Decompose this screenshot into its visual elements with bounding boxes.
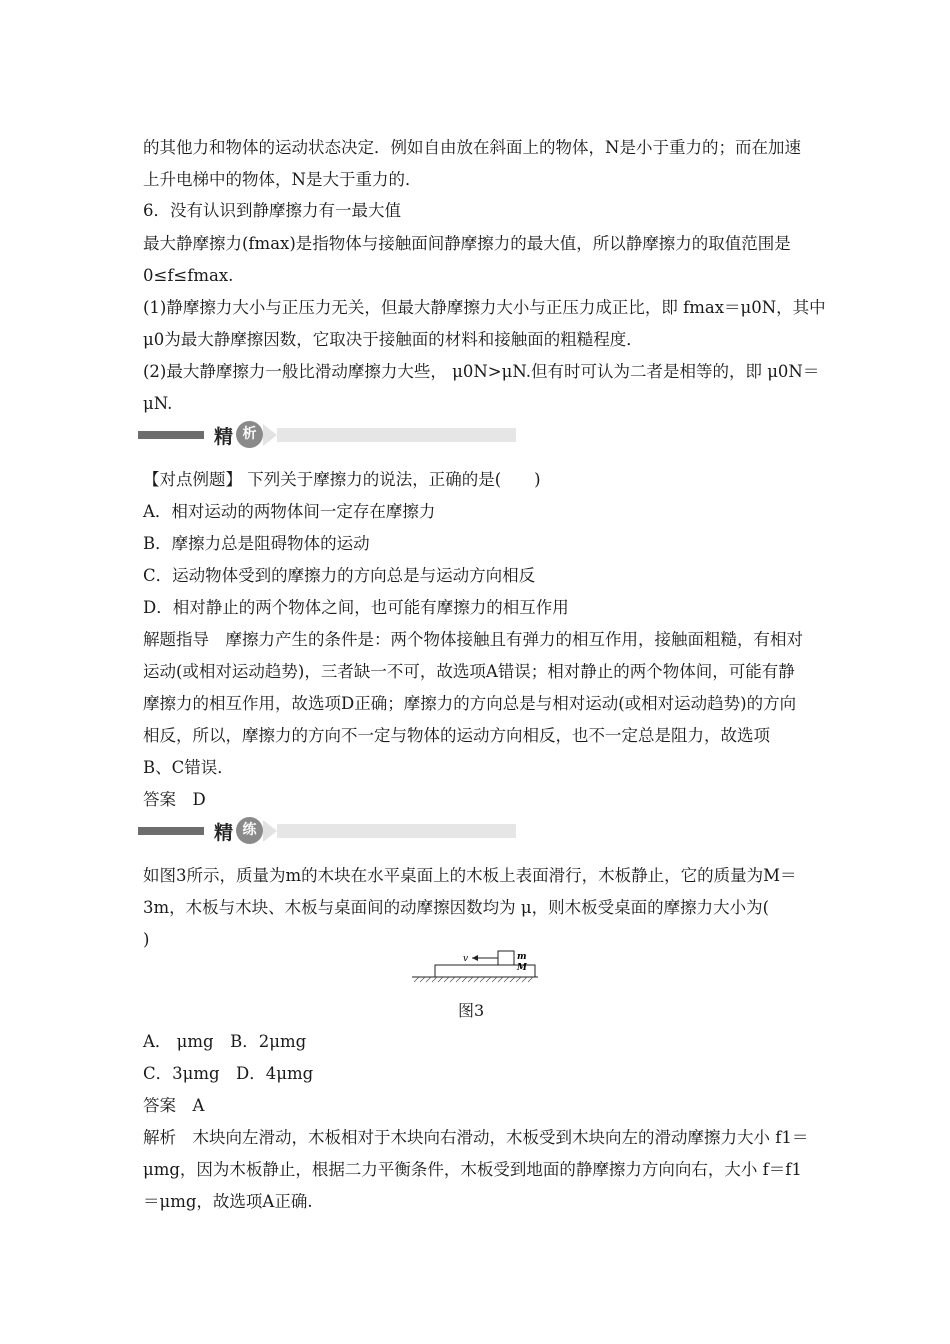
board-block-figure bbox=[410, 945, 540, 985]
block bbox=[498, 951, 514, 965]
answer: 答案 D bbox=[143, 790, 206, 809]
paragraph-line: μ0为最大静摩擦因数，它取决于接触面的材料和接触面的粗糙程度． bbox=[143, 330, 643, 349]
velocity-label: v bbox=[463, 954, 469, 964]
practice-question: 如图3所示，质量为m的木块在水平桌面上的木板上表面滑行，木板静止，它的质量为M＝ bbox=[143, 866, 797, 885]
paragraph-line: 0≤f≤fmax. bbox=[143, 266, 234, 285]
paragraph-line: μN. bbox=[143, 394, 173, 413]
guide-line: 相反，所以，摩擦力的方向不一定与物体的运动方向相反，也不一定总是阻力，故选项 bbox=[143, 726, 770, 745]
banner-track bbox=[277, 428, 516, 442]
chevron-right-icon bbox=[263, 424, 277, 446]
mass-m-label: m bbox=[517, 952, 527, 962]
analysis-line: μmg，因为木板静止，根据二力平衡条件，木板受到地面的静摩擦力方向向右，大小 f＝f1 bbox=[143, 1160, 802, 1179]
option-d: D．相对静止的两个物体之间，也可能有摩擦力的相互作用 bbox=[143, 598, 569, 617]
banner-track bbox=[277, 824, 516, 838]
option-c: C．运动物体受到的摩擦力的方向总是与运动方向相反 bbox=[143, 566, 536, 585]
guide-line: 解题指导 摩擦力产生的条件是：两个物体接触且有弹力的相互作用，接触面粗糙，有相对 bbox=[143, 630, 803, 649]
mass-M-label: M bbox=[517, 963, 527, 973]
banner-circle-icon: 练 bbox=[236, 817, 263, 844]
banner-label: 精 bbox=[214, 822, 234, 844]
banner-circle-icon: 析 bbox=[236, 421, 263, 448]
banner-label: 精 bbox=[214, 426, 234, 448]
options-cd: C．3μmg D．4μmg bbox=[143, 1064, 314, 1083]
analysis-line: 解析 木块向左滑动，木板相对于木块向右滑动，木板受到木块向左的滑动摩擦力大小 f1＝ bbox=[143, 1128, 809, 1147]
section-heading: 6．没有认识到静摩擦力有一最大值 bbox=[143, 201, 401, 220]
example-question: 【对点例题】 下列关于摩擦力的说法，正确的是( ) bbox=[143, 470, 541, 489]
banner-bar bbox=[138, 827, 204, 835]
paragraph-line: (2)最大静摩擦力一般比滑动摩擦力大些， μ0N>μN.但有时可认为二者是相等的，即 μ0N＝ bbox=[143, 362, 820, 381]
paragraph-line: 最大静摩擦力(fmax)是指物体与接触面间静摩擦力的最大值，所以静摩擦力的取值范围是 bbox=[143, 234, 791, 253]
ground-hatch bbox=[414, 977, 533, 982]
arrow-head-icon bbox=[472, 955, 478, 961]
practice-question: ) bbox=[143, 930, 150, 949]
paragraph-line: 上升电梯中的物体，N是大于重力的． bbox=[143, 170, 422, 189]
guide-line: 摩擦力的相互作用，故选项D正确；摩擦力的方向总是与相对运动(或相对运动趋势)的方向 bbox=[143, 694, 797, 713]
figure-caption: 图3 bbox=[458, 1001, 485, 1020]
paragraph-line: 的其他力和物体的运动状态决定．例如自由放在斜面上的物体，N是小于重力的；而在加速 bbox=[143, 138, 801, 157]
analysis-line: ＝μmg，故选项A正确. bbox=[143, 1192, 313, 1211]
banner-bar bbox=[138, 431, 204, 439]
analysis-banner bbox=[138, 420, 518, 450]
paragraph-line: (1)静摩擦力大小与正压力无关，但最大静摩擦力大小与正压力成正比，即 fmax＝μ0N，其中 bbox=[143, 298, 826, 317]
chevron-right-icon bbox=[263, 820, 277, 842]
options-ab: A． μmg B．2μmg bbox=[143, 1032, 307, 1051]
option-a: A．相对运动的两物体间一定存在摩擦力 bbox=[143, 502, 436, 521]
answer: 答案 A bbox=[143, 1096, 205, 1115]
practice-banner bbox=[138, 816, 518, 846]
practice-question: 3m，木板与木块、木板与桌面间的动摩擦因数均为 μ，则木板受桌面的摩擦力大小为( bbox=[143, 898, 770, 917]
option-b: B．摩擦力总是阻碍物体的运动 bbox=[143, 534, 370, 553]
guide-line: 运动(或相对运动趋势)，三者缺一不可，故选项A错误；相对静止的两个物体间，可能有静 bbox=[143, 662, 795, 681]
guide-line: B、C错误． bbox=[143, 758, 234, 777]
